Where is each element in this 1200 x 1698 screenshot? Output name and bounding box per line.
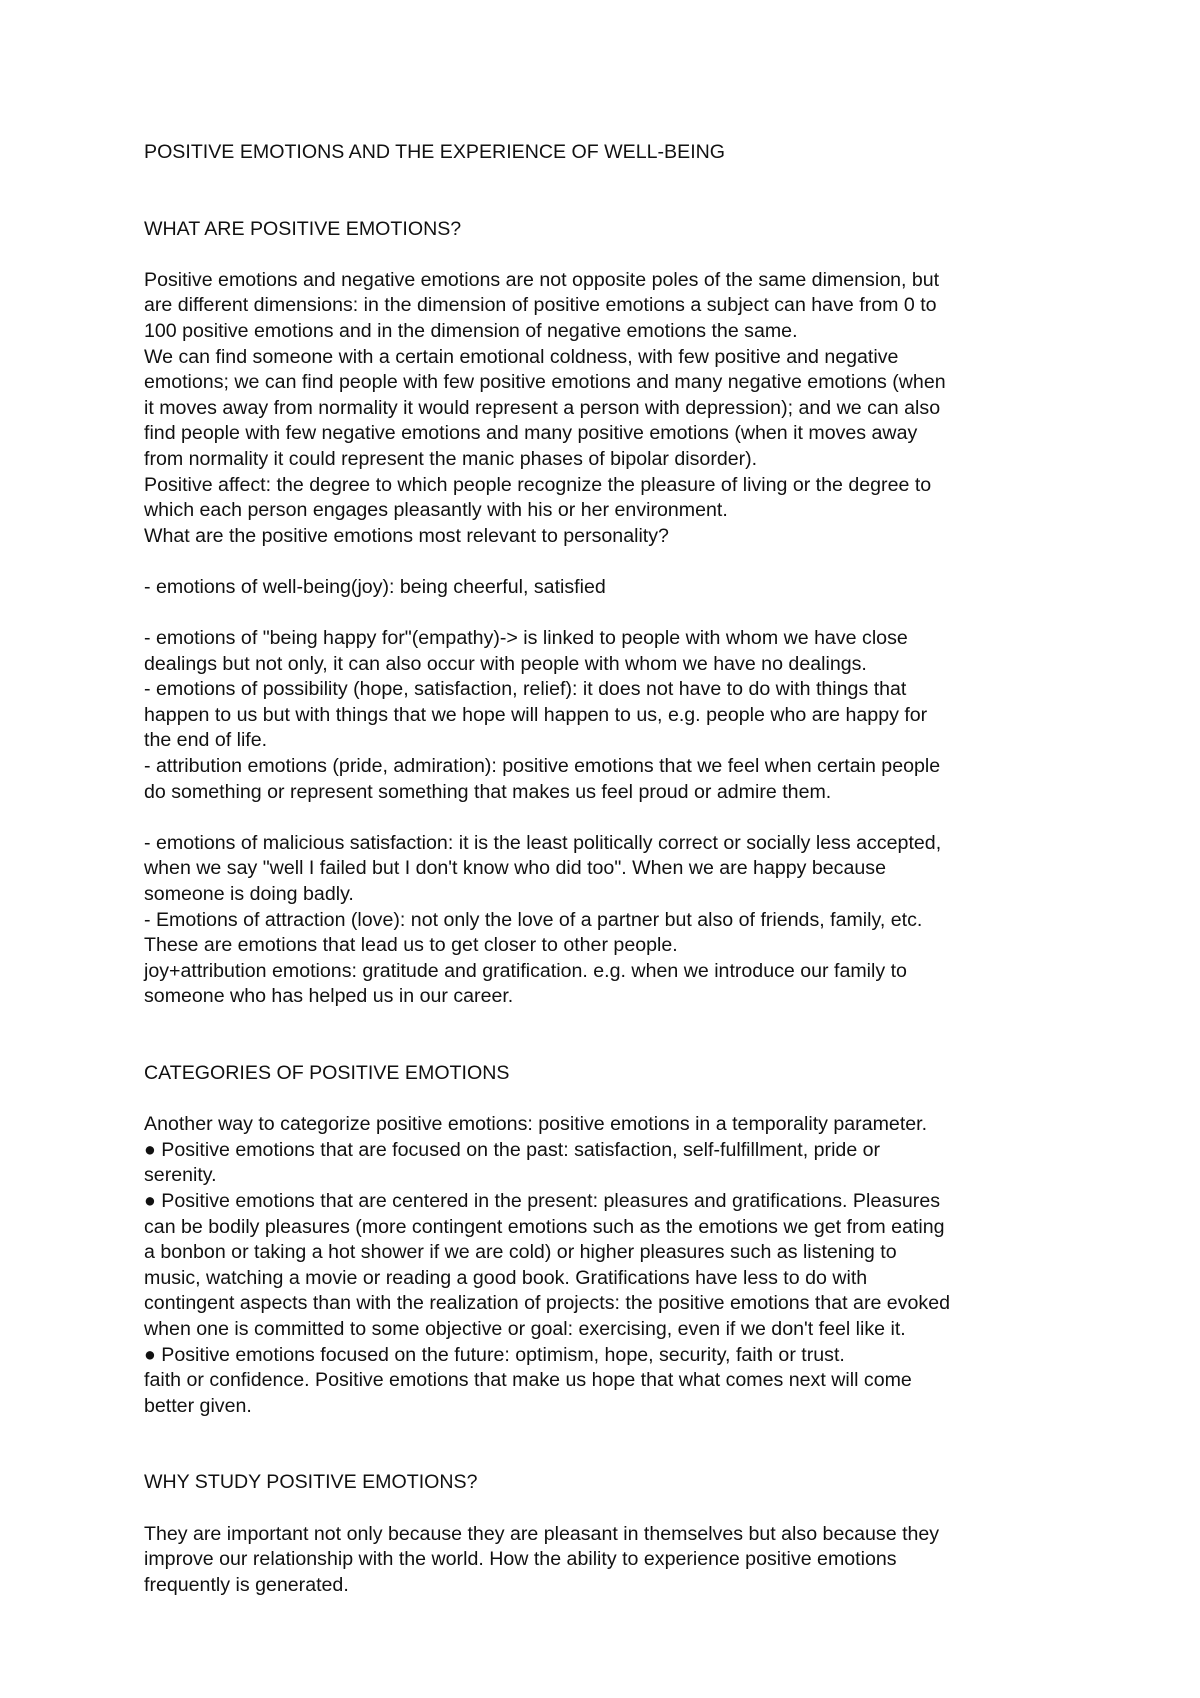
text-line: contingent aspects than with the realization of projects: the positive emotions that are evoked	[144, 1292, 950, 1315]
spacer	[144, 1496, 1084, 1522]
text-line: - attribution emotions (pride, admiration): positive emotions that we feel when certain people	[144, 755, 941, 778]
document-title: POSITIVE EMOTIONS AND THE EXPERIENCE OF WELL-BEING	[144, 141, 726, 163]
text-line: better given.	[144, 1394, 252, 1417]
text-line: someone who has helped us in our career.	[144, 985, 514, 1008]
text-line: improve our relationship with the world. How the ability to experience positive emotions	[144, 1548, 897, 1571]
paragraph	[144, 1522, 1084, 1599]
spacer	[144, 805, 1084, 831]
text-line: - emotions of possibility (hope, satisfaction, relief): it does not have to do with things that	[144, 678, 907, 701]
text-line: serenity.	[144, 1164, 217, 1187]
text-line: They are important not only because they are pleasant in themselves but also because they	[144, 1522, 940, 1545]
text-line: ● Positive emotions that are centered in the present: pleasures and gratifications. Pleasures	[144, 1189, 941, 1212]
document-page	[144, 140, 1084, 1598]
text-line: Another way to categorize positive emotions: positive emotions in a temporality parameter.	[144, 1113, 928, 1136]
paragraph	[144, 626, 1084, 805]
text-line: - emotions of well-being(joy): being cheerful, satisfied	[144, 575, 606, 598]
text-line: dealings but not only, it can also occur with people with whom we have no dealings.	[144, 652, 867, 675]
spacer	[144, 1419, 1084, 1470]
text-line: These are emotions that lead us to get closer to other people.	[144, 934, 678, 957]
text-line: - Emotions of attraction (love): not only the love of a partner but also of friends, family, etc.	[144, 908, 923, 931]
section-heading: WHAT ARE POSITIVE EMOTIONS?	[144, 217, 462, 240]
text-line: from normality it could represent the manic phases of bipolar disorder).	[144, 447, 758, 470]
text-line: emotions; we can find people with few positive emotions and many negative emotions (when	[144, 371, 946, 394]
paragraph	[144, 575, 1084, 601]
text-line: frequently is generated.	[144, 1573, 349, 1596]
text-line: do something or represent something that makes us feel proud or admire them.	[144, 780, 832, 803]
text-line: We can find someone with a certain emotional coldness, with few positive and negative	[144, 345, 899, 368]
text-line: someone is doing badly.	[144, 883, 354, 906]
text-line: ● Positive emotions that are focused on the past: satisfaction, self-fulfillment, pride or	[144, 1138, 881, 1161]
text-line: 100 positive emotions and in the dimension of negative emotions the same.	[144, 319, 798, 342]
spacer	[144, 242, 1084, 268]
spacer	[144, 1087, 1084, 1113]
text-line: find people with few negative emotions and many positive emotions (when it moves away	[144, 422, 918, 445]
section-heading: WHY STUDY POSITIVE EMOTIONS?	[144, 1471, 478, 1494]
text-line: joy+attribution emotions: gratitude and gratification. e.g. when we introduce our family to	[144, 959, 907, 982]
text-line: can be bodily pleasures (more contingent emotions such as the emotions we get from eating	[144, 1215, 945, 1238]
text-line: faith or confidence. Positive emotions that make us hope that what comes next will come	[144, 1369, 912, 1392]
text-line: happen to us but with things that we hope will happen to us, e.g. people who are happy for	[144, 703, 928, 726]
text-line: which each person engages pleasantly with his or her environment.	[144, 499, 728, 522]
paragraph	[144, 1112, 1084, 1419]
section-heading: CATEGORIES OF POSITIVE EMOTIONS	[144, 1062, 510, 1084]
spacer	[144, 1010, 1084, 1061]
text-line: Positive emotions and negative emotions are not opposite poles of the same dimension, but	[144, 268, 940, 291]
text-line: - emotions of "being happy for"(empathy)-> is linked to people with whom we have close	[144, 627, 908, 650]
spacer	[144, 549, 1084, 575]
text-line: when one is committed to some objective or goal: exercising, even if we don't feel like it.	[144, 1317, 906, 1340]
text-line: when we say "well I failed but I don't know who did too". When we are happy because	[144, 857, 886, 880]
text-line: ● Positive emotions focused on the future: optimism, hope, security, faith or trust.	[144, 1343, 845, 1366]
text-line: Positive affect: the degree to which people recognize the pleasure of living or the degree to	[144, 473, 932, 496]
text-line: the end of life.	[144, 729, 268, 752]
paragraph	[144, 831, 1084, 1010]
text-line: What are the positive emotions most relevant to personality?	[144, 524, 669, 547]
text-line: - emotions of malicious satisfaction: it is the least politically correct or socially less accepted,	[144, 831, 942, 854]
text-line: music, watching a movie or reading a good book. Gratifications have less to do with	[144, 1266, 868, 1289]
paragraph	[144, 268, 1084, 550]
spacer	[144, 166, 1084, 217]
text-line: are different dimensions: in the dimension of positive emotions a subject can have from 0 to	[144, 294, 937, 317]
text-line: it moves away from normality it would represent a person with depression); and we can also	[144, 396, 941, 419]
text-line: a bonbon or taking a hot shower if we are cold) or higher pleasures such as listening to	[144, 1241, 897, 1264]
spacer	[144, 601, 1084, 627]
